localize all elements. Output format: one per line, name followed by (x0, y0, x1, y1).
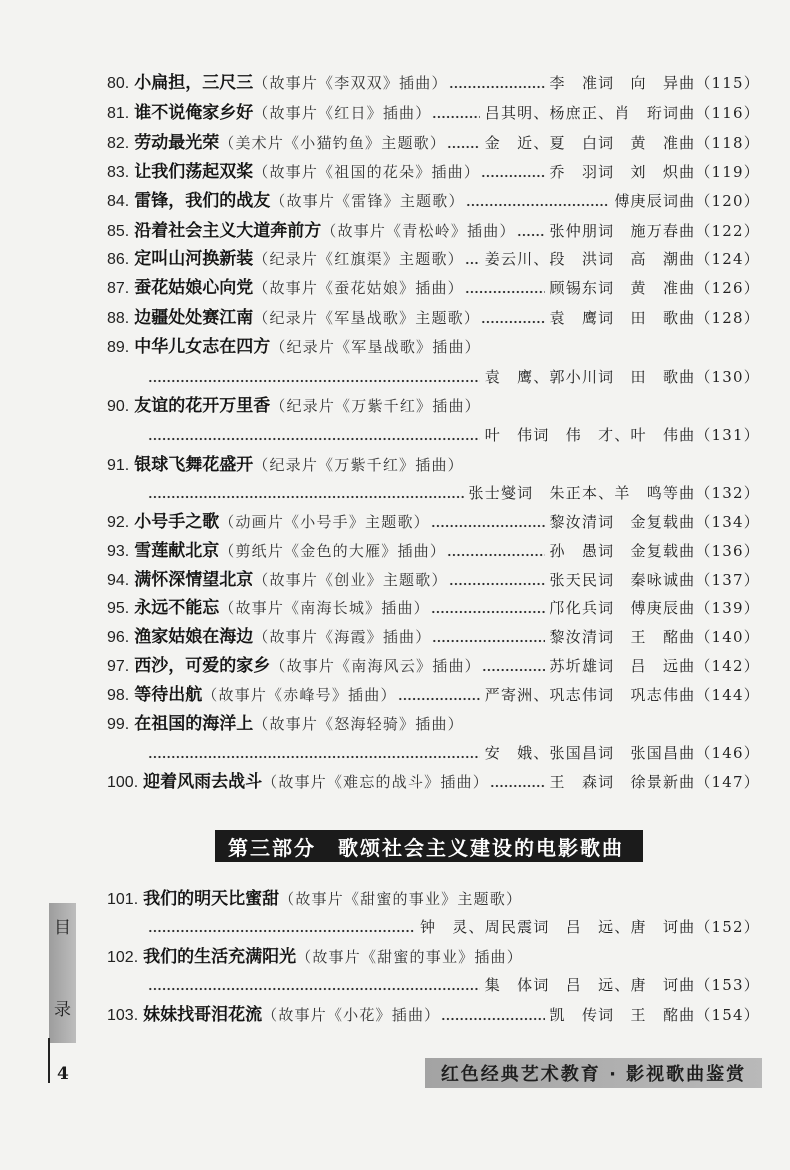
toc-entry (107, 274, 760, 303)
entry-source: （故事片《南海长城》插曲） (219, 599, 430, 617)
entry-source: （故事片《甜蜜的事业》主题歌） (279, 890, 523, 908)
dot-leader (148, 363, 480, 392)
entry-credits: 黎汝清词 金复载曲 (549, 513, 696, 531)
entry-title: 渔家姑娘在海边 (134, 627, 254, 647)
entry-page: （139） (695, 599, 760, 617)
entry-source: （纪录片《军垦战歌》插曲） (270, 338, 481, 356)
entry-source: （纪录片《军垦战歌》主题歌） (253, 309, 481, 327)
dot-leader (148, 913, 415, 942)
entry-page: （115） (695, 74, 760, 92)
entry-source: （故事片《海霞》插曲） (253, 628, 432, 646)
toc-entry (107, 69, 760, 98)
entry-source: （故事片《红日》插曲） (253, 104, 432, 122)
entry-title: 妹妹找哥泪花流 (143, 1005, 263, 1025)
entry-page: （119） (695, 163, 760, 181)
entry-page: （137） (695, 571, 760, 589)
section-banner (215, 830, 643, 862)
entry-page: （122） (695, 222, 760, 240)
entry-number: 85. (107, 223, 130, 240)
toc-entry (107, 333, 760, 362)
entry-source: （故事片《怒海轻骑》插曲） (253, 715, 464, 733)
entry-number: 86. (107, 251, 130, 268)
dot-leader (432, 99, 479, 128)
entry-title: 永远不能忘 (134, 598, 220, 618)
toc-entry-credits-line (107, 971, 760, 1000)
entry-title: 迎着风雨去战斗 (143, 772, 263, 792)
entry-credits: 袁 鹰词 田 歌曲 (549, 309, 696, 327)
entry-number: 94. (107, 572, 130, 589)
entry-number: 96. (107, 629, 130, 646)
entry-credits: 金 近、夏 白词 黄 准曲 (484, 134, 696, 152)
toc-entry-credits-line (107, 479, 760, 508)
entry-page: （136） (695, 542, 760, 560)
dot-leader (398, 681, 480, 710)
toc-entry (107, 885, 760, 914)
entry-number: 80. (107, 75, 130, 92)
toc-entry (107, 710, 760, 739)
dot-leader (148, 479, 464, 508)
dot-leader (449, 69, 545, 98)
entry-credits: 凯 传词 王 酩曲 (549, 1006, 696, 1024)
entry-page: （140） (695, 628, 760, 646)
entry-source: （故事片《甜蜜的事业》插曲） (296, 948, 523, 966)
entry-credits: 顾锡东词 黄 准曲 (549, 279, 696, 297)
entry-page: （153） (695, 976, 760, 994)
dot-leader (517, 217, 545, 246)
entry-number: 101. (107, 891, 139, 908)
entry-number: 81. (107, 105, 130, 122)
entry-page: （128） (695, 309, 760, 327)
entry-page: （118） (695, 134, 760, 152)
entry-title: 小扁担，三尺三 (134, 73, 254, 93)
entry-source: （故事片《创业》主题歌） (253, 571, 448, 589)
dot-leader (432, 623, 544, 652)
entry-source: （故事片《祖国的花朵》插曲） (253, 163, 481, 181)
entry-page: （116） (695, 104, 760, 122)
entry-credits: 严寄洲、巩志伟词 巩志伟曲 (484, 686, 696, 704)
entry-title: 西沙，可爱的家乡 (134, 656, 271, 676)
entry-source: （故事片《难忘的战斗》插曲） (262, 773, 489, 791)
entry-source: （故事片《雷锋》主题歌） (270, 192, 465, 210)
entry-source: （故事片《李双双》插曲） (253, 74, 448, 92)
section-title: 歌颂社会主义建设的电影歌曲 (338, 835, 624, 860)
entry-number: 97. (107, 658, 130, 675)
entry-page: （131） (695, 426, 760, 444)
dot-leader (490, 768, 545, 797)
toc-entry (107, 129, 760, 158)
entry-title: 雷锋，我们的战友 (134, 191, 271, 211)
page-number: 4 (57, 1064, 69, 1084)
dot-leader (481, 158, 544, 187)
entry-source: （故事片《小花》插曲） (262, 1006, 441, 1024)
entry-number: 83. (107, 164, 130, 181)
entry-title: 定叫山河换新装 (134, 249, 254, 269)
dot-leader (447, 129, 480, 158)
toc-entry (107, 768, 760, 797)
entry-credits: 苏圻雄词 吕 远曲 (549, 657, 696, 675)
toc-entry (107, 99, 760, 128)
margin-rule (48, 1038, 50, 1083)
toc-entry-credits-line (107, 739, 760, 768)
toc-entry (107, 451, 760, 480)
entry-number: 95. (107, 600, 130, 617)
dot-leader (431, 508, 545, 537)
series-title: 红色经典艺术教育 · 影视歌曲鉴赏 (440, 1064, 747, 1085)
entry-credits: 吕其明、杨庶正、肖 珩词曲 (484, 104, 696, 122)
entry-title: 小号手之歌 (134, 512, 220, 532)
entry-source: （纪录片《万紫千红》插曲） (270, 397, 481, 415)
dot-leader (482, 652, 545, 681)
side-tab-char: 录 (54, 1000, 71, 1020)
entry-number: 89. (107, 339, 130, 356)
contents-side-tab (49, 903, 76, 1043)
entry-number: 90. (107, 398, 130, 415)
dot-leader (148, 421, 480, 450)
toc-entry (107, 943, 760, 972)
entry-title: 等待出航 (134, 685, 203, 705)
entry-title: 沿着社会主义大道奔前方 (134, 221, 322, 241)
dot-leader (441, 1001, 544, 1030)
entry-number: 99. (107, 716, 130, 733)
entry-credits: 邝化兵词 傅庚辰曲 (549, 599, 696, 617)
entry-credits: 孙 愚词 金复载曲 (549, 542, 696, 560)
entry-title: 雪莲献北京 (134, 541, 220, 561)
entry-page: （146） (695, 744, 760, 762)
entry-page: （152） (695, 918, 760, 936)
toc-entry (107, 392, 760, 421)
section-part-label: 第三部分 (228, 835, 316, 860)
toc-entry (107, 217, 760, 246)
entry-page: （134） (695, 513, 760, 531)
entry-title: 满怀深情望北京 (134, 570, 254, 590)
toc-entry (107, 652, 760, 681)
entry-title: 边疆处处赛江南 (134, 308, 254, 328)
entry-credits: 袁 鹰、郭小川词 田 歌曲 (484, 368, 696, 386)
entry-credits: 张士燮词 朱正本、羊 鸣等曲 (468, 484, 696, 502)
toc-entry-credits-line (107, 913, 760, 942)
entry-page: （154） (695, 1006, 760, 1024)
entry-source: （纪录片《万紫千红》插曲） (253, 456, 464, 474)
toc-entry (107, 623, 760, 652)
entry-page: （132） (695, 484, 760, 502)
entry-number: 88. (107, 310, 130, 327)
toc-entry (107, 187, 760, 216)
toc-entry (107, 537, 760, 566)
toc-entry (107, 508, 760, 537)
toc-entry (107, 1001, 760, 1030)
entry-credits: 钟 灵、周民震词 吕 远、唐 诃曲 (419, 918, 696, 936)
toc-entry-credits-line (107, 421, 760, 450)
entry-title: 我们的生活充满阳光 (143, 947, 297, 967)
entry-title: 谁不说俺家乡好 (134, 103, 254, 123)
side-tab-char: 目 (54, 918, 71, 938)
entry-number: 87. (107, 280, 130, 297)
entry-title: 在祖国的海洋上 (134, 714, 254, 734)
entry-number: 91. (107, 457, 130, 474)
entry-page: （126） (695, 279, 760, 297)
series-footer-banner (425, 1058, 762, 1088)
dot-leader (449, 566, 545, 595)
entry-source: （剪纸片《金色的大雁》插曲） (219, 542, 447, 560)
entry-credits: 乔 羽词 刘 炽曲 (549, 163, 696, 181)
entry-number: 100. (107, 774, 139, 791)
entry-title: 银球飞舞花盛开 (134, 455, 254, 475)
entry-page: （142） (695, 657, 760, 675)
entry-credits: 叶 伟词 伟 才、叶 伟曲 (484, 426, 696, 444)
entry-source: （故事片《南海风云》插曲） (270, 657, 481, 675)
entry-credits: 李 准词 向 异曲 (549, 74, 696, 92)
entry-page: （124） (695, 250, 760, 268)
entry-source: （纪录片《红旗渠》主题歌） (253, 250, 464, 268)
toc-entry (107, 594, 760, 623)
entry-source: （故事片《赤峰号》插曲） (202, 686, 397, 704)
dot-leader (431, 594, 545, 623)
entry-title: 劳动最光荣 (134, 133, 220, 153)
entry-number: 93. (107, 543, 130, 560)
toc-entry (107, 681, 760, 710)
entry-page: （120） (695, 192, 760, 210)
entry-credits: 王 森词 徐景新曲 (549, 773, 696, 791)
dot-leader (466, 187, 610, 216)
toc-entry (107, 304, 760, 333)
toc-entry (107, 158, 760, 187)
entry-title: 蚕花姑娘心向党 (134, 278, 254, 298)
entry-source: （美术片《小猫钓鱼》主题歌） (219, 134, 447, 152)
dot-leader (447, 537, 544, 566)
toc-entry (107, 245, 760, 274)
entry-number: 84. (107, 193, 130, 210)
entry-number: 92. (107, 514, 130, 531)
dot-leader (481, 304, 544, 333)
entry-credits: 傅庚辰词曲 (614, 192, 696, 210)
entry-title: 友谊的花开万里香 (134, 396, 271, 416)
entry-source: （故事片《青松岭》插曲） (321, 222, 516, 240)
entry-credits: 集 体词 吕 远、唐 诃曲 (484, 976, 696, 994)
entry-title: 我们的明天比蜜甜 (143, 889, 280, 909)
entry-credits: 黎汝清词 王 酩曲 (549, 628, 696, 646)
entry-page: （147） (695, 773, 760, 791)
entry-number: 82. (107, 135, 130, 152)
entry-page: （144） (695, 686, 760, 704)
dot-leader (465, 245, 480, 274)
entry-source: （故事片《蚕花姑娘》插曲） (253, 279, 464, 297)
entry-credits: 姜云川、段 洪词 高 潮曲 (484, 250, 696, 268)
toc-entry-credits-line (107, 363, 760, 392)
toc-entry (107, 566, 760, 595)
entry-page: （130） (695, 368, 760, 386)
entry-title: 中华儿女志在四方 (134, 337, 271, 357)
dot-leader (148, 739, 480, 768)
entry-number: 98. (107, 687, 130, 704)
entry-title: 让我们荡起双桨 (134, 162, 254, 182)
entry-number: 103. (107, 1007, 139, 1024)
entry-number: 102. (107, 949, 139, 966)
entry-credits: 张仲朋词 施万春曲 (549, 222, 696, 240)
entry-credits: 张天民词 秦咏诚曲 (549, 571, 696, 589)
dot-leader (465, 274, 545, 303)
entry-source: （动画片《小号手》主题歌） (219, 513, 430, 531)
dot-leader (148, 971, 480, 1000)
entry-credits: 安 娥、张国昌词 张国昌曲 (484, 744, 696, 762)
